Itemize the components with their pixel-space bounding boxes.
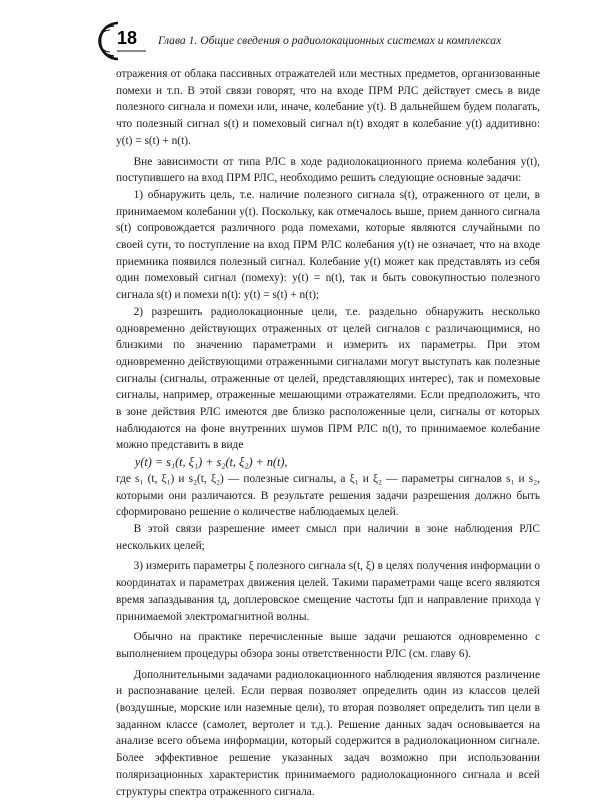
- paragraph-tasks-intro: Вне зависимости от типа РЛС в ходе радиолокационного приема колебания y(t), поступившего на вход ПРМ РЛС, необходимо решить следующие основные задачи:: [116, 155, 540, 185]
- paragraph-task-detection: 1) обнаружить цель, т.е. наличие полезного сигнала s(t), отраженного от цели, в принимаемом колебании y(t). Поскольку, как отмечалось выше, прием данного сигнала s(t) сопровождается различного рода помехами, которые являются случайными по своей сути, то поступление на вход ПРМ РЛС колебания y(t) не означает, что на входе приемника появился полезный сигнал. Колебание y(t) может как представлять из себя один помеховый сигнал (помеху): y(t) = n(t), так и быть совокупностью полезного сигнала s(t) и помехи n(t): y(t) = s(t) + n(t);: [116, 188, 540, 302]
- page-header: [94, 20, 564, 62]
- paragraph-continuation: отражения от облака пассивных отражателей или местных предметов, организованные помехи и т.п. В этой связи говорят, что на входе ПРМ РЛС действует смесь в виде полезного сигнала и помехи или, иначе, колебание y(t). В дальнейшем будем полагать, что полезный сигнал s(t) и помеховый сигнал n(t) входят в колебание y(t) аддитивно: y(t) = s(t) + n(t).: [116, 68, 540, 147]
- page-number: 18: [117, 28, 138, 48]
- running-head: Глава 1. Общие сведения о радиолокационных системах и комплексах: [158, 34, 502, 47]
- paragraph-task-resolution: 2) разрешить радиолокационные цели, т.е. раздельно обнаружить несколько одновременно действующих отраженных от целей сигналов с различающимися, но близкими по значению параметрами и измерить их параметры. При этом одновременно действующими отраженными сигналами могут выступать как полезные сигналы (сигналы, отраженные от целей, представляющих интерес), так и помеховые сигналы, например, отраженные мешающими отражателями. Если предположить, что в зоне действия РЛС имеются две близко расположенные цели, сигналы от которых наблюдаются на фоне внутренних шумов ПРМ РЛС n(t), то принимаемое колебание можно представить в виде: [116, 305, 540, 452]
- body-text: [116, 66, 540, 800]
- paragraph-formula-explanation: где s₁ (t, ξ₁) и s₂(t, ξ₂) — полезные сигналы, а ξ₁ и ξ₂ — параметры сигналов s₁ и s₂, которыми они различаются. В результате решения задачи разрешения должно быть сформировано решение о количестве наблюдаемых целей.: [116, 472, 540, 519]
- paragraph-task-measurement: 3) измерить параметры ξ полезного сигнала s(t, ξ) в целях получения информации о координатах и параметрах движения целей. Такими параметрами чаще всего являются время запаздывания tд, доплеровское смещение частоты fдп и направление прихода γ принимаемой электромагнитной волны.: [116, 560, 540, 623]
- formula: y(t) = s₁(t, ξ₁) + s₂(t, ξ₂) + n(t),: [134, 455, 288, 470]
- paragraph-survey: Обычно на практике перечисленные выше задачи решаются одновременно с выполнением процедуры обзора зоны ответственности РЛС (см. главу 6).: [116, 631, 540, 660]
- paragraph-additional-tasks: Дополнительными задачами радиолокационного наблюдения являются различение и распознавание целей. Если первая позволяет определить один из классов целей (воздушные, морские или наземные цели), то вторая позволяет определить тип цели в заданном классе (самолет, вертолет и т.д.). Решение данных задач основывается на анализе всего объема информации, который содержится в радиолокационном сигнале. Более эффективное решение указанных задач возможно при использовании поляризационных характеристик принимаемого радиолокационного сигнала и всей структуры спектра отраженного сигнала.: [116, 668, 540, 798]
- paragraph-resolution-meaning: В этой связи разрешение имеет смысл при наличии в зоне наблюдения РЛС нескольких целей;: [116, 522, 540, 552]
